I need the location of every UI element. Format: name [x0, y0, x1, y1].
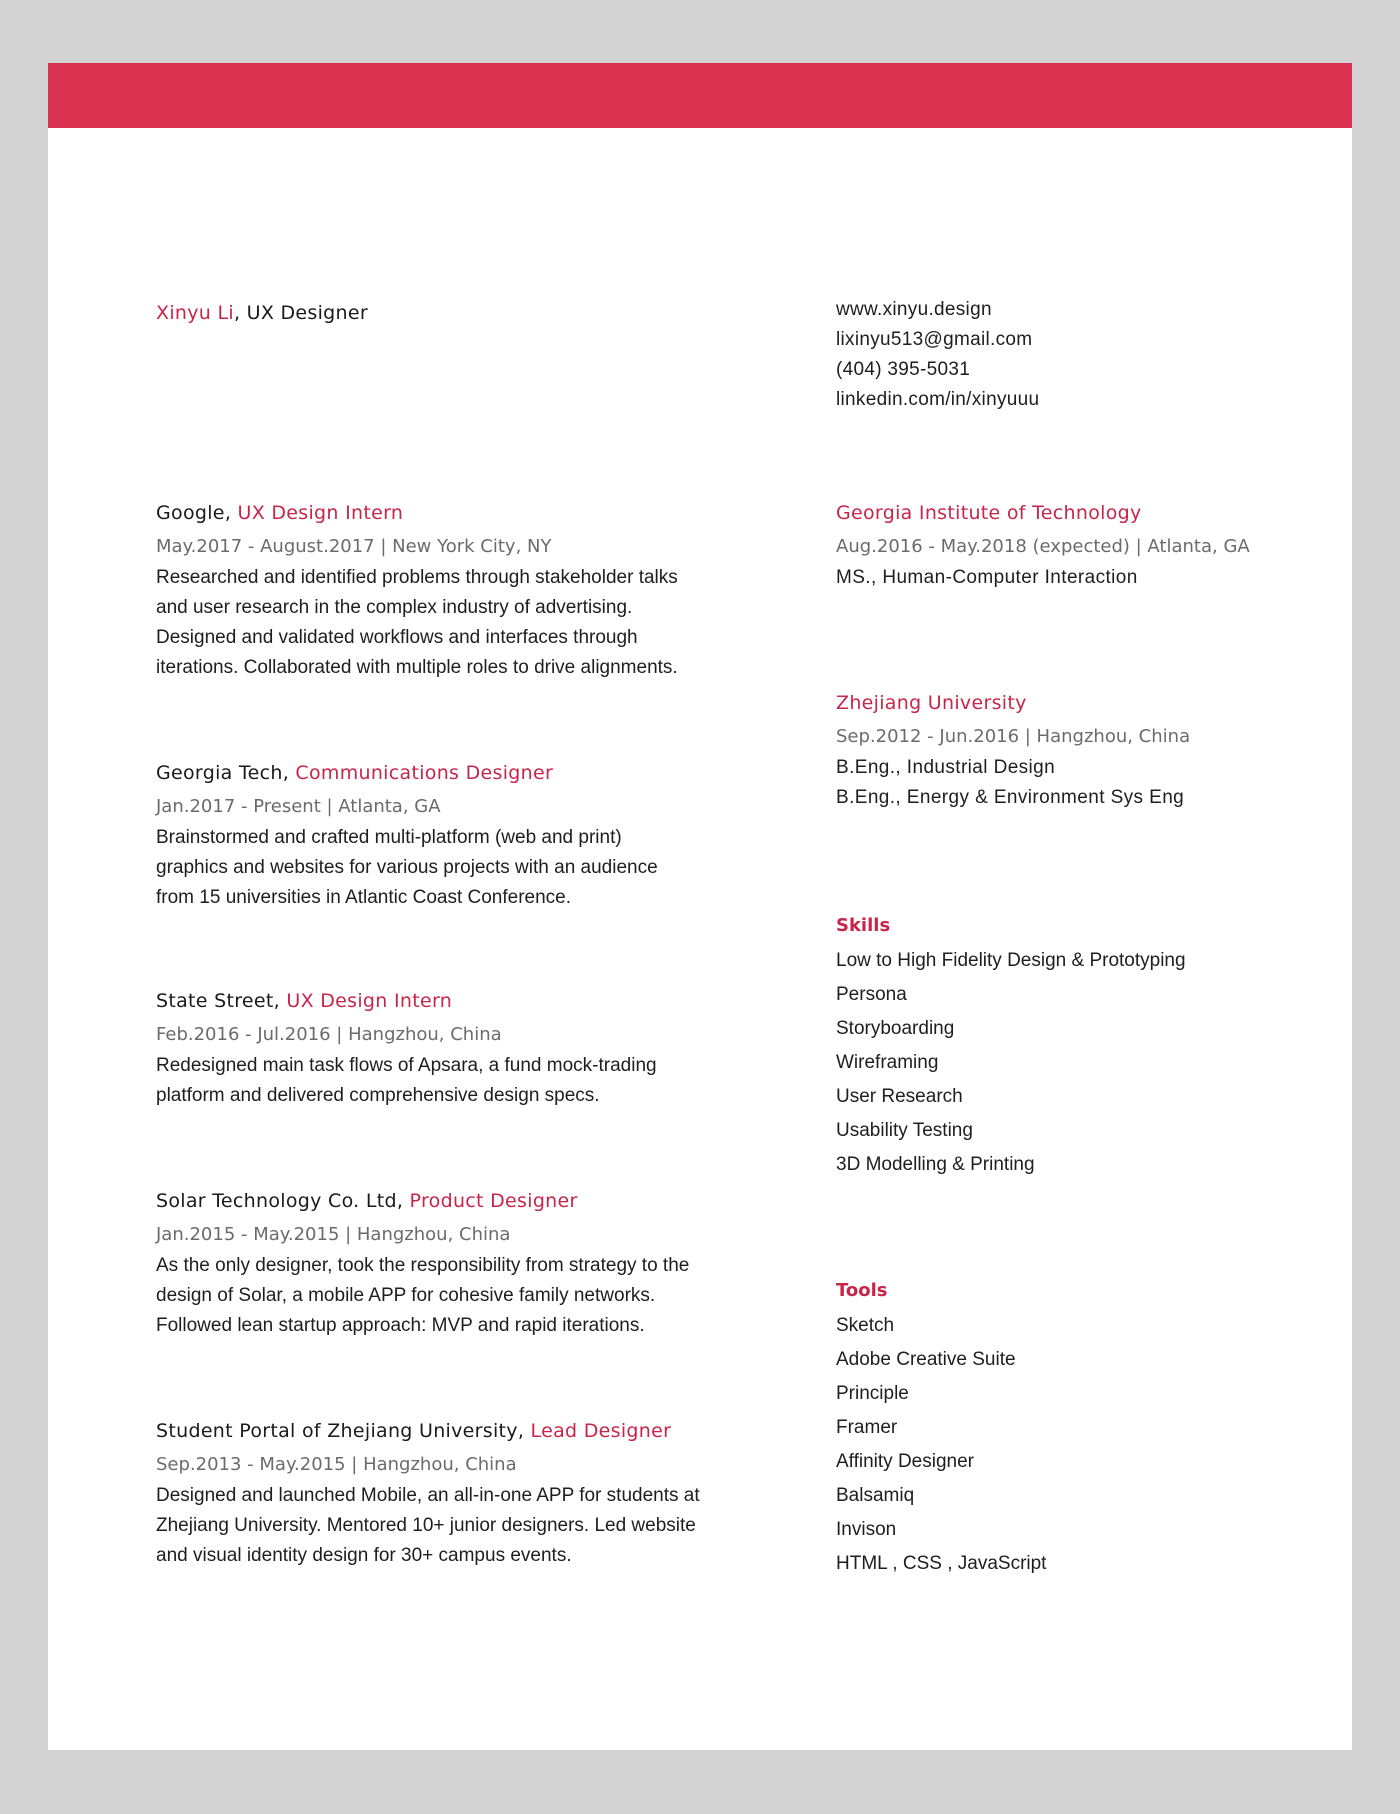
description-line: Redesigned main task flows of Apsara, a fund mock-trading [156, 1055, 657, 1076]
description-line: As the only designer, took the responsibility from strategy to the [156, 1255, 690, 1276]
tool-item: Sketch [836, 1315, 895, 1336]
tools-heading: Tools [836, 1280, 888, 1301]
degree: MS., Human-Computer Interaction [836, 567, 1138, 588]
phone-number: (404) 395-5031 [836, 359, 971, 380]
tool-item: Affinity Designer [836, 1451, 974, 1472]
education-meta: Sep.2012 - Jun.2016 | Hangzhou, China [836, 726, 1191, 747]
experience-role: Communications Designer [295, 762, 554, 784]
title-separator: , [224, 502, 238, 524]
education-item [836, 691, 1190, 813]
tool-item: Balsamiq [836, 1485, 915, 1506]
description-line: design of Solar, a mobile APP for cohesive family networks. [156, 1285, 656, 1306]
experience-title [156, 761, 756, 785]
experience-meta: Jan.2015 - May.2015 | Hangzhou, China [156, 1224, 511, 1245]
experience-org: Georgia Tech [156, 762, 283, 784]
resume-page [48, 63, 1352, 1750]
education-meta: Aug.2016 - May.2018 (expected) | Atlanta, GA [836, 536, 1250, 557]
experience-org: Solar Technology Co. Ltd [156, 1190, 397, 1212]
person-name: Xinyu Li [156, 302, 234, 324]
email-link[interactable]: lixinyu513@gmail.com [836, 329, 1033, 350]
experience-item [156, 761, 756, 913]
description-line: Zhejiang University. Mentored 10+ junior designers. Led website [156, 1515, 696, 1536]
experience-description [156, 1251, 756, 1341]
experience-item [156, 1189, 756, 1341]
description-line: from 15 universities in Atlantic Coast Conference. [156, 887, 572, 908]
experience-item [156, 989, 756, 1111]
tool-item: Adobe Creative Suite [836, 1349, 1016, 1370]
person-role: UX Designer [246, 302, 368, 324]
degree: B.Eng., Energy & Environment Sys Eng [836, 787, 1185, 808]
description-line: graphics and websites for various projects with an audience [156, 857, 658, 878]
description-line: and user research in the complex industry of advertising. [156, 597, 633, 618]
education-item [836, 501, 1250, 593]
experience-role: Product Designer [409, 1190, 578, 1212]
tools-section [836, 1279, 1046, 1581]
experience-meta: May.2017 - August.2017 | New York City, NY [156, 536, 552, 557]
skill-item: Low to High Fidelity Design & Prototyping [836, 950, 1186, 971]
skill-item: Storyboarding [836, 1018, 955, 1039]
degree: B.Eng., Industrial Design [836, 757, 1056, 778]
experience-org: Student Portal of Zhejiang University [156, 1420, 518, 1442]
experience-role: UX Design Intern [286, 990, 453, 1012]
experience-org: State Street [156, 990, 274, 1012]
tool-item: Framer [836, 1417, 898, 1438]
experience-title [156, 989, 756, 1013]
experience-title [156, 501, 756, 525]
description-line: Designed and validated workflows and interfaces through [156, 627, 638, 648]
experience-role: Lead Designer [530, 1420, 672, 1442]
tool-item: Invison [836, 1519, 897, 1540]
experience-item [156, 1419, 756, 1571]
experience-description [156, 563, 756, 683]
school-name: Georgia Institute of Technology [836, 502, 1142, 524]
experience-description [156, 1481, 756, 1571]
contact-block [836, 295, 1039, 415]
header-band [48, 63, 1352, 128]
skill-item: User Research [836, 1086, 963, 1107]
experience-meta: Jan.2017 - Present | Atlanta, GA [156, 796, 441, 817]
description-line: and visual identity design for 30+ campus events. [156, 1545, 572, 1566]
tool-item: HTML , CSS , JavaScript [836, 1553, 1047, 1574]
description-line: Followed lean startup approach: MVP and rapid iterations. [156, 1315, 645, 1336]
title-separator: , [282, 762, 296, 784]
description-line: Brainstormed and crafted multi-platform (web and print) [156, 827, 622, 848]
website-link[interactable]: www.xinyu.design [836, 299, 992, 320]
experience-description [156, 1051, 756, 1111]
name-separator: , [233, 302, 247, 324]
description-line: Researched and identified problems through stakeholder talks [156, 567, 678, 588]
skills-list [836, 944, 1186, 1182]
experience-org: Google [156, 502, 225, 524]
tools-list [836, 1309, 1046, 1581]
description-line: Designed and launched Mobile, an all-in-one APP for students at [156, 1485, 700, 1506]
skills-section [836, 914, 1186, 1182]
experience-item [156, 501, 756, 683]
skill-item: 3D Modelling & Printing [836, 1154, 1035, 1175]
description-line: iterations. Collaborated with multiple roles to drive alignments. [156, 657, 678, 678]
skill-item: Wireframing [836, 1052, 939, 1073]
experience-meta: Feb.2016 - Jul.2016 | Hangzhou, China [156, 1024, 502, 1045]
skills-heading: Skills [836, 915, 891, 936]
experience-title [156, 1189, 756, 1213]
name-heading [156, 301, 368, 325]
linkedin-link[interactable]: linkedin.com/in/xinyuuu [836, 389, 1040, 410]
title-separator: , [396, 1190, 410, 1212]
experience-meta: Sep.2013 - May.2015 | Hangzhou, China [156, 1454, 517, 1475]
title-separator: , [517, 1420, 531, 1442]
experience-description [156, 823, 756, 913]
skill-item: Usability Testing [836, 1120, 973, 1141]
description-line: platform and delivered comprehensive design specs. [156, 1085, 600, 1106]
experience-title [156, 1419, 756, 1443]
tool-item: Principle [836, 1383, 909, 1404]
skill-item: Persona [836, 984, 907, 1005]
title-separator: , [273, 990, 287, 1012]
experience-role: UX Design Intern [237, 502, 404, 524]
school-name: Zhejiang University [836, 692, 1027, 714]
